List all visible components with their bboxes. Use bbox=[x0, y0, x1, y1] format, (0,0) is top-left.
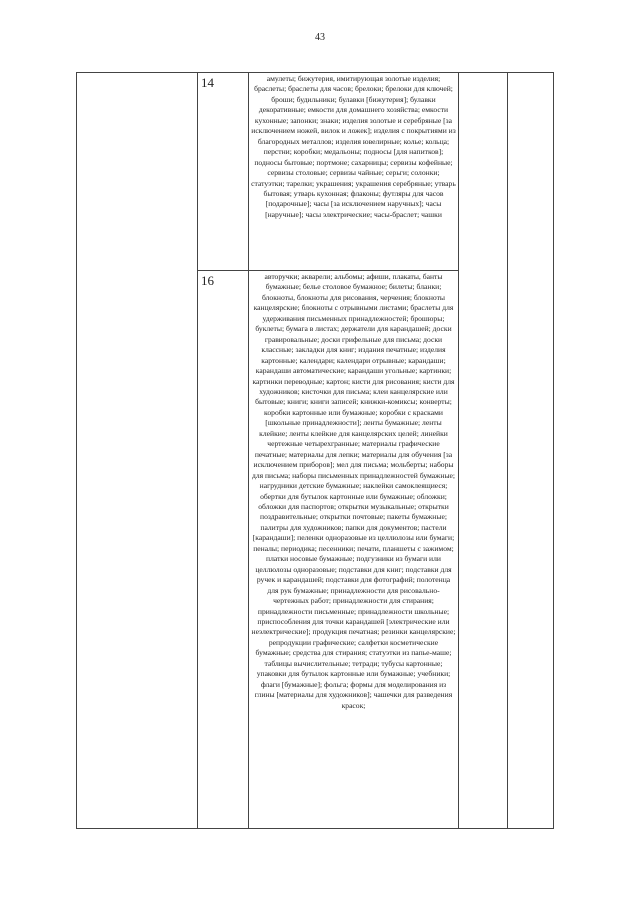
column-1-cell bbox=[77, 73, 198, 829]
column-4-cell bbox=[459, 73, 508, 829]
page-number: 43 bbox=[315, 32, 325, 43]
column-5-cell bbox=[508, 73, 554, 829]
goods-list-cell: авторучки; акварели; альбомы; афиши, плакаты, банты бумажные; белье столовое бумажное; билеты; бланки; блокноты, блокноты для рисования, черчения; блокноты канцелярские; блокноты с отрывными листами; браслеты для удерживания письменных принадлежностей; брошюры; буклеты; бумага в листах; держатели для карандашей; доски гравировальные; доски грифельные для письма; доски классные; закладки для книг; издания печатные; изделия картонные; календари; календари отрывные; карандаши; карандаши автоматические; карандаши угольные; картинки; картинки переводные; картон; кисти для рисования; кисти для художников; кисточки для письма; клеи канцелярские или бытовые; книги; книги записей; книжки-комиксы; конверты; коробки картонные или бумажные; коробки с красками [школьные принадлежности]; ленты бумажные; ленты клейкие; ленты клейкие для канцелярских целей; линейки чертежные четырехгранные; материалы графические печатные; материалы для лепки; материалы для обучения [за исключением приборов]; мел для письма; мольберты; наборы для письма; наборы письменных принадлежностей бумажные; нагрудники детские бумажные; наклейки самоклеящиеся; обертки для бутылок картонные или бумажные; обложки; обложки для паспортов; открытки музыкальные; открытки поздравительные; открытки почтовые; пакеты бумажные; палитры для художников; папки для документов; пастели [карандаши]; пеленки одноразовые из целлюлозы или бумаги; пеналы; периодика; песенники; печати, планшеты с зажимом; платки носовые бумажные; подгузники из бумаги или целлюлозы одноразовые; подставки для книг; подставки для ручек и карандашей; подставки для фотографий; полотенца для рук бумажные; принадлежности для рисовально-чертежных работ; принадлежности для стирания; принадлежности письменные; принадлежности школьные; приспособления для точки карандашей [электрические или неэлектрические]; продукция печатная; резинки канцелярские; репродукции графические; салфетки косметические бумажные; средства для стирания; статуэтки из папье-маше; таблицы вычислительные; тетради; тубусы картонные; упаковки для бутылок картонные или бумажные; учебники; флаги [бумажные]; фольга; формы для моделирования из глины [материалы для художников]; чашечки для разведения красок; bbox=[249, 271, 459, 829]
class-number-cell: 16 bbox=[198, 271, 249, 829]
goods-list-cell: амулеты; бижутерия, имитирующая золотые изделия; браслеты; браслеты для часов; брелоки; брелоки для ключей; броши; будильники; булавки [бижутерия]; булавки декоративные; емкости для домашнего хозяйства; емкости кухонные; запонки; знаки; изделия золотые и серебряные [за исключением ножей, вилок и ложек]; изделия с покрытиями из благородных металлов; изделия ювелирные; колье; кольца; перстни; коробки; медальоны; подносы [для напитков]; подносы бытовые; портмоне; сахарницы; сервизы кофейные; сервизы столовые; сервизы чайные; серьги; солонки; статуэтки; тарелки; украшения; украшения серебряные; утварь бытовая; утварь кухонная; флаконы; футляры для часов [подарочные]; часы [за исключением наручных]; часы [наручные]; часы электрические; часы-браслет; чашки bbox=[249, 73, 459, 271]
table-row bbox=[77, 73, 554, 271]
class-number-cell: 14 bbox=[198, 73, 249, 271]
goods-register-table bbox=[76, 72, 554, 829]
